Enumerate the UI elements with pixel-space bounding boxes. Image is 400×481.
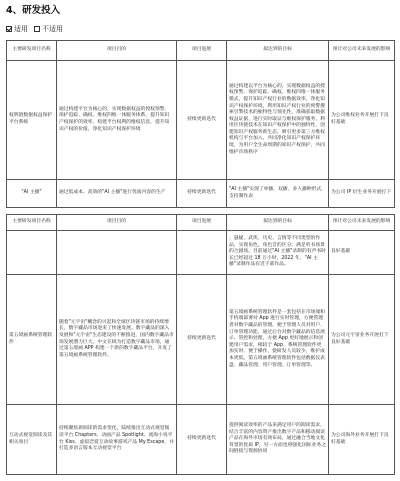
unchecked-box-icon[interactable] — [34, 26, 40, 32]
header-future-impact: 预计对公司未来发展的影响 — [329, 215, 395, 231]
applicable-option[interactable] — [6, 24, 28, 34]
header-future-impact: 预计对公司未来发展的影响 — [329, 41, 395, 61]
header-target-goal: 拟达到的目标 — [227, 41, 329, 61]
project-name-cell: 权明链数据权益保护平台系统 — [7, 61, 57, 180]
header-project-progress: 项目进展 — [177, 215, 227, 231]
rd-projects-table-1 — [6, 40, 395, 208]
section-heading: 4、研发投入 — [6, 5, 61, 16]
project-purpose-cell: 通过构建平台为核心的，实现数据权益的授权预警、保护追踪、确权、维权四维一体服务体系，提升知识产权保护的效率，构建平台权利的维权信息，提升知识产权的价值，净化知识产权保护环境 — [57, 61, 177, 180]
project-goal-cell: 通过构建以平台为核心的，实现数据权益的授权预警、保护追踪、确权、维权四维一体服务模式，提升知识产权行业的数据效率，净化知识产权保护环境，利用知识产权行业的预警搜索引擎技术的独特性与领先性，准确获取数据权益证据，进行实时取证与维权保护服务，利用区块链技术在知识产权保护中的独特性，创建知识产权服务新生态，吸引更多第三方维权机构与平台加入，共同净化知识产权保护环境，为用户全生命周期的知识产权保护，共同维护市场秩序 — [227, 61, 329, 180]
table-row — [7, 405, 395, 475]
header-project-purpose: 项目目的 — [57, 41, 177, 61]
header-project-name: 主要研发项目名称 — [7, 215, 57, 231]
project-progress-cell: 持续更新迭代 — [177, 405, 227, 475]
header-project-progress: 项目进展 — [177, 41, 227, 61]
project-purpose-cell: 持续聚焦新阅读的需求变化，陆续推出互动式视觉阅读平台 Chapters、动画产品 Spotlight、流海小说平台 Kiss、虚拟恋爱互动故事游戏产品 My Escape，并打造多语言版本互动视觉平台 — [57, 405, 177, 475]
header-project-purpose: 项目目的 — [57, 215, 177, 231]
project-progress-cell: 持续更新迭代 — [177, 180, 227, 208]
applicability-options — [6, 24, 63, 34]
header-project-name: 主要研发项目名称 — [7, 41, 57, 61]
table-row — [7, 180, 395, 208]
project-purpose-cell — [57, 231, 177, 275]
not-applicable-option[interactable] — [34, 24, 63, 34]
table-row — [7, 231, 395, 275]
project-goal-cell: 第五境画系统管理软件是一套包括在市场端和手机端部署对 App 进行实时管理，方便管理者对数字藏品的管理，便于管理人员对用户、订单管理功能，通过后台对数字藏品的信息展示、管控和处理，方便 App 更好地展示和创建用户需求，相较于 App，系统管理软件更加实时、便于操作，使研发人员较少，维护成本更低。第五境画系统管理软件包括数据仪表盘、藏品管理、用户管理、订单管理等。 — [227, 275, 329, 405]
project-progress-cell: 持续更新迭代 — [177, 275, 227, 405]
table-row — [7, 61, 395, 180]
project-impact-cell: 良好基础 — [329, 231, 395, 275]
applicable-label: 适用 — [14, 25, 28, 33]
project-name-cell: "AI 主播" — [7, 180, 57, 208]
project-impact-cell: 为公司元宇宙业务开展打下良好基础 — [329, 275, 395, 405]
project-impact-cell: 为公司维权业务开展打下良好基础 — [329, 61, 395, 180]
table-row — [7, 275, 395, 405]
project-goal-cell: 、悬疑、武侠、历史、言情等不同类型的作品，实现角色、角色音的区分，满足听书场景的合剧场。目前通过"AI 主播"录制的有声书时长已经超过 18 万小时，2022 年，"AI 主播"录制作品有近千部作品。 — [227, 231, 329, 275]
checked-box-icon[interactable] — [6, 26, 12, 32]
project-purpose-cell: 通过低成本、高效的"AI 主播"进行优质内容的生产 — [57, 180, 177, 208]
project-progress-cell: 持续更新迭代 — [177, 61, 227, 180]
table-header-row — [7, 41, 395, 61]
table-header-row — [7, 215, 395, 231]
header-target-goal: 拟达到的目标 — [227, 215, 329, 231]
project-name-cell — [7, 231, 57, 275]
not-applicable-label: 不适用 — [42, 25, 63, 33]
rd-projects-table-2 — [6, 214, 395, 475]
project-name-cell: 第五境画系统管理软件 — [7, 275, 57, 405]
project-purpose-cell: 随着"元宇宙"概念的兴起和全球区块链市场的持续增长，数字藏品市场迎来了快速发展。数字藏品的深入发展和"元宇宙"生态建设的不断推进，国内数字藏品市场发展潜力巨大。中文在线为打造数字藏品市场，通过第五境画 APP 构建一个新的数字藏品平台，开发了第五境画系统管理软件。 — [57, 275, 177, 405]
project-goal-cell: 提供阅读效率的产品来满足用户的阅读需求，结合丰富的内容资产推出数字产品和移动阅读产品在海外市场有效布局，通过融合当地文化背景的优质 IP，另一方面也将强化国际业务之间链接与资源协同 — [227, 405, 329, 475]
project-impact-cell: 为公司海外业务开展打下良好基础 — [329, 405, 395, 475]
project-impact-cell: 为公司 IP 衍生业务开展打下 — [329, 180, 395, 208]
project-progress-cell — [177, 231, 227, 275]
project-name-cell: 互动式视觉阅读及其相关项目 — [7, 405, 57, 475]
project-goal-cell: "AI 主播"实现了单播、双播、多人播种形式，支持制作表 — [227, 180, 329, 208]
